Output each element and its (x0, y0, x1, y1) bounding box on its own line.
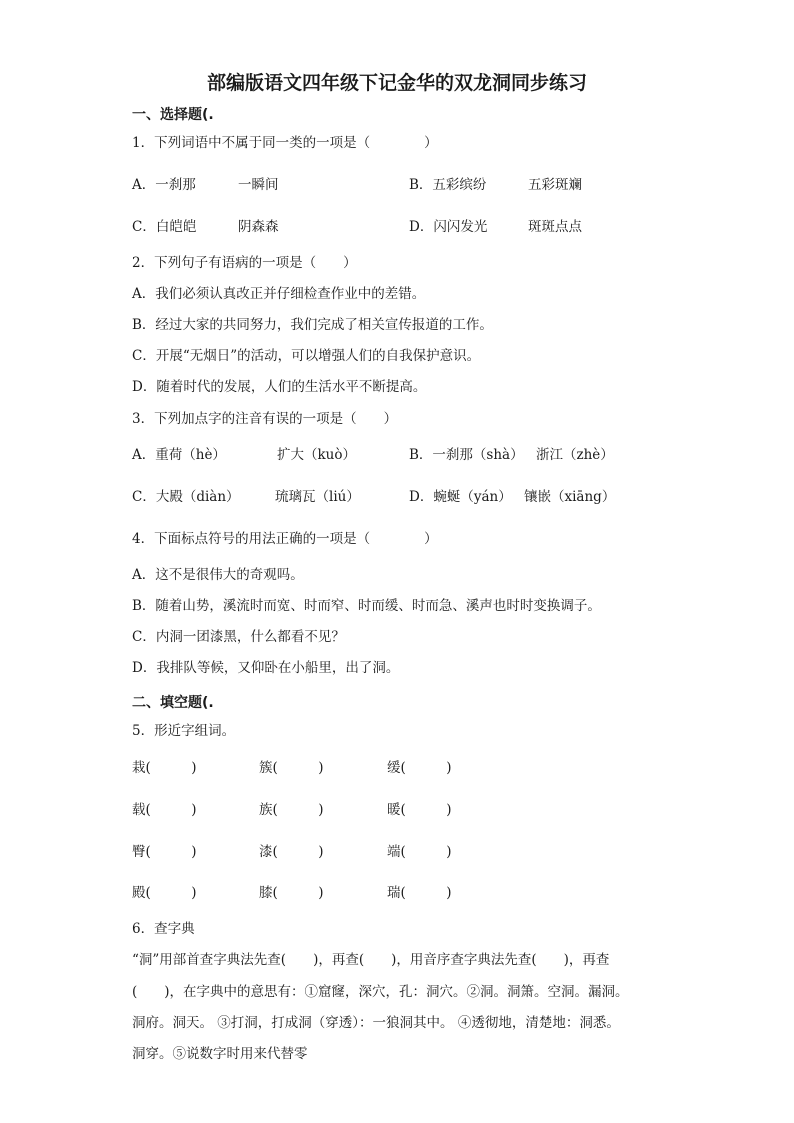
question-2-stem: 2．下列句子有语病的一项是（ ） (132, 255, 357, 271)
question-6-stem: 6．查字典 (132, 921, 195, 937)
question-4-stem: 4．下面标点符号的用法正确的一项是（ ） (132, 531, 438, 547)
q4-option-b: B．随着山势，溪流时而宽、时而窄、时而缓、时而急、溪声也时时变换调子。 (132, 598, 601, 614)
q6-line-4: 洞穿。⑤说数字时用来代替零 (132, 1046, 308, 1062)
word-blank: 瑞( ) (387, 885, 452, 901)
word-blank: 簇( ) (259, 760, 324, 776)
q4-option-d: D．我排队等候，又仰卧在小船里，出了洞。 (132, 660, 400, 676)
q1-option-b: B．五彩缤纷 (409, 177, 487, 193)
q3-option-d-word2: 镶嵌（xiāng） (524, 489, 616, 505)
q3-option-b-word2: 浙江（zhè） (536, 447, 614, 463)
question-5-stem: 5．形近字组词。 (132, 723, 236, 739)
q1-option-d: D．闪闪发光 (409, 219, 488, 235)
word-blank: 漆( ) (259, 844, 324, 860)
word-blank: 端( ) (387, 844, 452, 860)
word-blank: 殿( ) (132, 885, 197, 901)
word-blank: 栽( ) (132, 760, 197, 776)
section-heading-fill: 二、填空题(. (132, 695, 214, 711)
q6-line-3: 洞府。洞天。 ③打洞，打成洞（穿透）：一狼洞其中。 ④透彻地，清楚地：洞悉。 (132, 1015, 620, 1031)
q1-option-c-word2: 阴森森 (238, 219, 279, 235)
q6-line-2: ( )，在字典中的意思有：①窟窿，深穴，孔：洞穴。②洞。洞箫。空洞。漏洞。 (132, 984, 629, 1000)
question-3-stem: 3．下列加点字的注音有误的一项是（ ） (132, 411, 398, 427)
q2-option-d: D．随着时代的发展，人们的生活水平不断提高。 (132, 379, 427, 395)
q2-option-b: B．经过大家的共同努力，我们完成了相关宣传报道的工作。 (132, 317, 493, 333)
word-blank: 暖( ) (387, 802, 452, 818)
q6-line-1: “洞”用部首查字典法先查( )，再查( )，用音序查字典法先查( )，再查 (132, 952, 610, 968)
q1-option-c: C．白皑皑 (132, 219, 197, 235)
word-blank: 臀( ) (132, 844, 197, 860)
q3-option-d: D．蜿蜒（yán） (409, 489, 512, 505)
q4-option-a: A．这不是很伟大的奇观吗。 (132, 567, 304, 583)
word-blank: 载( ) (132, 802, 197, 818)
question-1-stem: 1．下列词语中不属于同一类的一项是（ ） (132, 135, 438, 151)
q1-option-b-word2: 五彩斑斓 (528, 177, 582, 193)
q3-option-c-word2: 琉璃瓦（liú） (275, 489, 360, 505)
q3-option-a-word2: 扩大（kuò） (277, 447, 357, 463)
q3-option-b: B．一刹那（shà） (409, 447, 524, 463)
word-blank: 缓( ) (387, 760, 452, 776)
page-title: 部编版语文四年级下记金华的双龙洞同步练习 (206, 72, 587, 94)
q1-option-a-word2: 一瞬间 (238, 177, 279, 193)
q2-option-c: C．开展“无烟日”的活动，可以增强人们的自我保护意识。 (132, 348, 481, 364)
q1-option-a: A．一刹那 (132, 177, 196, 193)
section-heading-choice: 一、选择题(. (132, 107, 214, 123)
q1-option-d-word2: 斑斑点点 (528, 219, 582, 235)
word-blank: 族( ) (259, 802, 324, 818)
q4-option-c: C．内洞一团漆黑，什么都看不见？ (132, 629, 345, 645)
q2-option-a: A．我们必须认真改正并仔细检查作业中的差错。 (132, 286, 426, 302)
q3-option-a: A．重荷（hè） (132, 447, 226, 463)
word-blank: 膝( ) (259, 885, 324, 901)
q3-option-c: C．大殿（diàn） (132, 489, 240, 505)
